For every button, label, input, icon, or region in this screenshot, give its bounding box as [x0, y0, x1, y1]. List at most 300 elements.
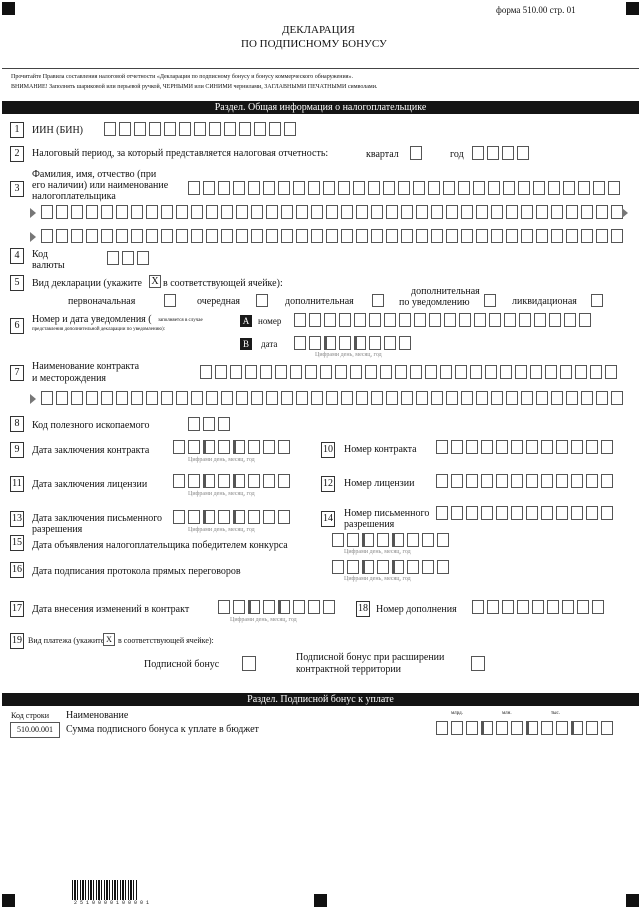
input-cell[interactable] [71, 229, 83, 243]
input-cell[interactable] [466, 506, 478, 520]
input-cell[interactable] [296, 229, 308, 243]
currency-cells[interactable] [107, 251, 152, 265]
input-cell[interactable] [436, 721, 448, 735]
input-cell[interactable] [459, 313, 471, 327]
input-cell[interactable] [503, 181, 515, 195]
input-cell[interactable] [530, 365, 542, 379]
input-cell[interactable] [526, 721, 538, 735]
input-cell[interactable] [221, 391, 233, 405]
input-cell[interactable] [413, 181, 425, 195]
input-cell[interactable] [401, 391, 413, 405]
input-cell[interactable] [564, 313, 576, 327]
input-cell[interactable] [577, 600, 589, 614]
input-cell[interactable] [605, 365, 617, 379]
input-cell[interactable] [491, 229, 503, 243]
input-cell[interactable] [437, 533, 449, 547]
input-cell[interactable] [335, 365, 347, 379]
input-cell[interactable] [474, 313, 486, 327]
input-cell[interactable] [263, 510, 275, 524]
input-cell[interactable] [521, 391, 533, 405]
input-cell[interactable] [41, 205, 53, 219]
input-cell[interactable] [251, 229, 263, 243]
input-cell[interactable] [436, 506, 448, 520]
input-cell[interactable] [263, 474, 275, 488]
input-cell[interactable] [511, 721, 523, 735]
input-cell[interactable] [293, 600, 305, 614]
input-cell[interactable] [422, 560, 434, 574]
input-cell[interactable] [347, 560, 359, 574]
input-cell[interactable] [362, 560, 374, 574]
input-cell[interactable] [496, 721, 508, 735]
input-cell[interactable] [496, 506, 508, 520]
input-cell[interactable] [541, 440, 553, 454]
input-cell[interactable] [407, 533, 419, 547]
input-cell[interactable] [526, 506, 538, 520]
input-cell[interactable] [534, 313, 546, 327]
input-cell[interactable] [353, 181, 365, 195]
input-cell[interactable] [341, 205, 353, 219]
input-cell[interactable] [206, 229, 218, 243]
input-cell[interactable] [496, 474, 508, 488]
input-cell[interactable] [571, 721, 583, 735]
input-cell[interactable] [218, 474, 230, 488]
input-cell[interactable] [386, 391, 398, 405]
input-cell[interactable] [380, 365, 392, 379]
input-cell[interactable] [458, 181, 470, 195]
input-cell[interactable] [278, 474, 290, 488]
input-cell[interactable] [263, 181, 275, 195]
contract-date-cells[interactable] [173, 440, 293, 454]
input-cell[interactable] [236, 205, 248, 219]
contract-number-cells[interactable] [436, 440, 616, 454]
input-cell[interactable] [392, 533, 404, 547]
input-cell[interactable] [308, 181, 320, 195]
input-cell[interactable] [326, 391, 338, 405]
input-cell[interactable] [339, 313, 351, 327]
input-cell[interactable] [416, 391, 428, 405]
input-cell[interactable] [191, 205, 203, 219]
input-cell[interactable] [481, 721, 493, 735]
input-cell[interactable] [470, 365, 482, 379]
input-cell[interactable] [308, 600, 320, 614]
option-initial-checkbox[interactable] [164, 294, 176, 307]
input-cell[interactable] [506, 391, 518, 405]
input-cell[interactable] [293, 181, 305, 195]
input-cell[interactable] [188, 474, 200, 488]
input-cell[interactable] [281, 229, 293, 243]
input-cell[interactable] [248, 474, 260, 488]
input-cell[interactable] [324, 313, 336, 327]
input-cell[interactable] [611, 229, 623, 243]
input-cell[interactable] [425, 365, 437, 379]
input-cell[interactable] [368, 181, 380, 195]
input-cell[interactable] [578, 181, 590, 195]
input-cell[interactable] [245, 365, 257, 379]
input-cell[interactable] [556, 721, 568, 735]
notice-number-cells[interactable] [294, 313, 594, 327]
input-cell[interactable] [350, 365, 362, 379]
input-cell[interactable] [176, 229, 188, 243]
input-cell[interactable] [369, 336, 381, 350]
input-cell[interactable] [517, 600, 529, 614]
input-cell[interactable] [487, 600, 499, 614]
input-cell[interactable] [518, 181, 530, 195]
input-cell[interactable] [541, 721, 553, 735]
tender-date-cells[interactable] [332, 533, 452, 547]
input-cell[interactable] [278, 440, 290, 454]
input-cell[interactable] [116, 229, 128, 243]
input-cell[interactable] [173, 474, 185, 488]
input-cell[interactable] [347, 533, 359, 547]
input-cell[interactable] [296, 391, 308, 405]
input-cell[interactable] [496, 440, 508, 454]
input-cell[interactable] [590, 365, 602, 379]
input-cell[interactable] [233, 440, 245, 454]
input-cell[interactable] [481, 506, 493, 520]
input-cell[interactable] [608, 181, 620, 195]
amendment-date-cells[interactable] [218, 600, 338, 614]
input-cell[interactable] [218, 510, 230, 524]
input-cell[interactable] [566, 391, 578, 405]
input-cell[interactable] [218, 600, 230, 614]
input-cell[interactable] [323, 600, 335, 614]
input-cell[interactable] [581, 391, 593, 405]
input-cell[interactable] [324, 336, 336, 350]
input-cell[interactable] [541, 474, 553, 488]
input-cell[interactable] [481, 474, 493, 488]
input-cell[interactable] [56, 229, 68, 243]
input-cell[interactable] [414, 313, 426, 327]
input-cell[interactable] [341, 391, 353, 405]
input-cell[interactable] [428, 181, 440, 195]
input-cell[interactable] [446, 229, 458, 243]
input-cell[interactable] [476, 229, 488, 243]
input-cell[interactable] [101, 391, 113, 405]
input-cell[interactable] [251, 391, 263, 405]
input-cell[interactable] [101, 229, 113, 243]
permit-date-cells[interactable] [173, 510, 293, 524]
input-cell[interactable] [489, 313, 501, 327]
input-cell[interactable] [146, 205, 158, 219]
input-cell[interactable] [532, 600, 544, 614]
input-cell[interactable] [371, 391, 383, 405]
option-signing-bonus-checkbox[interactable] [242, 656, 256, 671]
input-cell[interactable] [86, 229, 98, 243]
input-cell[interactable] [563, 181, 575, 195]
input-cell[interactable] [116, 391, 128, 405]
input-cell[interactable] [466, 440, 478, 454]
input-cell[interactable] [356, 205, 368, 219]
input-cell[interactable] [436, 440, 448, 454]
input-cell[interactable] [399, 313, 411, 327]
input-cell[interactable] [519, 313, 531, 327]
input-cell[interactable] [472, 600, 484, 614]
input-cell[interactable] [161, 205, 173, 219]
input-cell[interactable] [233, 181, 245, 195]
input-cell[interactable] [437, 560, 449, 574]
input-cell[interactable] [431, 391, 443, 405]
input-cell[interactable] [290, 365, 302, 379]
input-cell[interactable] [526, 440, 538, 454]
input-cell[interactable] [131, 229, 143, 243]
input-cell[interactable] [311, 205, 323, 219]
input-cell[interactable] [416, 205, 428, 219]
input-cell[interactable] [384, 313, 396, 327]
input-cell[interactable] [455, 365, 467, 379]
input-cell[interactable] [356, 391, 368, 405]
input-cell[interactable] [581, 205, 593, 219]
input-cell[interactable] [581, 229, 593, 243]
input-cell[interactable] [266, 205, 278, 219]
input-cell[interactable] [547, 600, 559, 614]
input-cell[interactable] [176, 205, 188, 219]
mineral-code-cells[interactable] [188, 417, 233, 431]
input-cell[interactable] [203, 510, 215, 524]
input-cell[interactable] [203, 181, 215, 195]
input-cell[interactable] [502, 600, 514, 614]
input-cell[interactable] [511, 506, 523, 520]
input-cell[interactable] [451, 440, 463, 454]
input-cell[interactable] [383, 181, 395, 195]
input-cell[interactable] [215, 365, 227, 379]
input-cell[interactable] [446, 391, 458, 405]
input-cell[interactable] [556, 440, 568, 454]
input-cell[interactable] [443, 181, 455, 195]
input-cell[interactable] [401, 205, 413, 219]
input-cell[interactable] [601, 721, 613, 735]
input-cell[interactable] [579, 313, 591, 327]
input-cell[interactable] [444, 313, 456, 327]
input-cell[interactable] [371, 229, 383, 243]
input-cell[interactable] [339, 336, 351, 350]
input-cell[interactable] [41, 229, 53, 243]
option-extension-checkbox[interactable] [471, 656, 485, 671]
input-cell[interactable] [451, 506, 463, 520]
input-cell[interactable] [294, 313, 306, 327]
input-cell[interactable] [461, 205, 473, 219]
input-cell[interactable] [278, 181, 290, 195]
input-cell[interactable] [451, 474, 463, 488]
input-cell[interactable] [278, 600, 290, 614]
input-cell[interactable] [377, 533, 389, 547]
input-cell[interactable] [566, 229, 578, 243]
input-cell[interactable] [188, 440, 200, 454]
input-cell[interactable] [305, 365, 317, 379]
input-cell[interactable] [593, 181, 605, 195]
input-cell[interactable] [596, 229, 608, 243]
input-cell[interactable] [461, 229, 473, 243]
input-cell[interactable] [515, 365, 527, 379]
input-cell[interactable] [401, 229, 413, 243]
input-cell[interactable] [236, 229, 248, 243]
input-cell[interactable] [504, 313, 516, 327]
input-cell[interactable] [398, 181, 410, 195]
input-cell[interactable] [203, 474, 215, 488]
name-cells-row2[interactable] [41, 205, 626, 219]
input-cell[interactable] [536, 391, 548, 405]
input-cell[interactable] [549, 313, 561, 327]
input-cell[interactable] [511, 474, 523, 488]
input-cell[interactable] [323, 181, 335, 195]
input-cell[interactable] [596, 391, 608, 405]
input-cell[interactable] [476, 391, 488, 405]
addendum-number-cells[interactable] [472, 600, 607, 614]
input-cell[interactable] [275, 365, 287, 379]
input-cell[interactable] [206, 205, 218, 219]
input-cell[interactable] [536, 205, 548, 219]
input-cell[interactable] [371, 205, 383, 219]
contract-name-cells-row1[interactable] [200, 365, 620, 379]
option-additional-checkbox[interactable] [372, 294, 384, 307]
input-cell[interactable] [263, 600, 275, 614]
input-cell[interactable] [296, 205, 308, 219]
input-cell[interactable] [266, 229, 278, 243]
input-cell[interactable] [200, 365, 212, 379]
notice-date-cells[interactable] [294, 336, 414, 350]
input-cell[interactable] [566, 205, 578, 219]
input-cell[interactable] [71, 205, 83, 219]
input-cell[interactable] [294, 336, 306, 350]
input-cell[interactable] [173, 510, 185, 524]
input-cell[interactable] [451, 721, 463, 735]
input-cell[interactable] [506, 205, 518, 219]
input-cell[interactable] [466, 474, 478, 488]
input-cell[interactable] [236, 391, 248, 405]
input-cell[interactable] [362, 533, 374, 547]
input-cell[interactable] [251, 205, 263, 219]
input-cell[interactable] [601, 440, 613, 454]
input-cell[interactable] [248, 600, 260, 614]
input-cell[interactable] [410, 365, 422, 379]
input-cell[interactable] [320, 365, 332, 379]
input-cell[interactable] [188, 510, 200, 524]
input-cell[interactable] [586, 474, 598, 488]
input-cell[interactable] [354, 313, 366, 327]
input-cell[interactable] [309, 313, 321, 327]
option-liquidation-checkbox[interactable] [591, 294, 603, 307]
input-cell[interactable] [41, 391, 53, 405]
input-cell[interactable] [233, 474, 245, 488]
input-cell[interactable] [101, 205, 113, 219]
input-cell[interactable] [131, 391, 143, 405]
input-cell[interactable] [326, 205, 338, 219]
input-cell[interactable] [395, 365, 407, 379]
input-cell[interactable] [431, 205, 443, 219]
input-cell[interactable] [332, 560, 344, 574]
input-cell[interactable] [500, 365, 512, 379]
input-cell[interactable] [491, 205, 503, 219]
input-cell[interactable] [266, 391, 278, 405]
input-cell[interactable] [369, 313, 381, 327]
input-cell[interactable] [386, 229, 398, 243]
input-cell[interactable] [311, 391, 323, 405]
input-cell[interactable] [146, 391, 158, 405]
year-cells[interactable] [472, 146, 532, 160]
input-cell[interactable] [206, 391, 218, 405]
input-cell[interactable] [521, 229, 533, 243]
name-cells-row3[interactable] [41, 229, 626, 243]
contract-name-cells-row2[interactable] [41, 391, 626, 405]
input-cell[interactable] [416, 229, 428, 243]
input-cell[interactable] [116, 205, 128, 219]
input-cell[interactable] [176, 391, 188, 405]
input-cell[interactable] [56, 391, 68, 405]
input-cell[interactable] [521, 205, 533, 219]
input-cell[interactable] [592, 600, 604, 614]
input-cell[interactable] [191, 229, 203, 243]
input-cell[interactable] [281, 391, 293, 405]
input-cell[interactable] [86, 205, 98, 219]
input-cell[interactable] [131, 205, 143, 219]
input-cell[interactable] [332, 533, 344, 547]
input-cell[interactable] [466, 721, 478, 735]
input-cell[interactable] [560, 365, 572, 379]
input-cell[interactable] [533, 181, 545, 195]
input-cell[interactable] [221, 229, 233, 243]
input-cell[interactable] [203, 440, 215, 454]
input-cell[interactable] [436, 474, 448, 488]
input-cell[interactable] [575, 365, 587, 379]
input-cell[interactable] [392, 560, 404, 574]
input-cell[interactable] [377, 560, 389, 574]
input-cell[interactable] [551, 229, 563, 243]
input-cell[interactable] [248, 181, 260, 195]
input-cell[interactable] [481, 440, 493, 454]
input-cell[interactable] [356, 229, 368, 243]
input-cell[interactable] [86, 391, 98, 405]
input-cell[interactable] [429, 313, 441, 327]
input-cell[interactable] [260, 365, 272, 379]
input-cell[interactable] [476, 205, 488, 219]
input-cell[interactable] [473, 181, 485, 195]
input-cell[interactable] [551, 205, 563, 219]
input-cell[interactable] [311, 229, 323, 243]
input-cell[interactable] [56, 205, 68, 219]
input-cell[interactable] [354, 336, 366, 350]
input-cell[interactable] [488, 181, 500, 195]
option-by-notice-checkbox[interactable] [484, 294, 496, 307]
bonus-amount-cells[interactable] [436, 721, 616, 735]
input-cell[interactable] [407, 560, 419, 574]
input-cell[interactable] [562, 600, 574, 614]
quarter-cell[interactable] [410, 146, 425, 160]
input-cell[interactable] [548, 181, 560, 195]
input-cell[interactable] [146, 229, 158, 243]
input-cell[interactable] [431, 229, 443, 243]
permit-number-cells[interactable] [436, 506, 616, 520]
input-cell[interactable] [338, 181, 350, 195]
input-cell[interactable] [536, 229, 548, 243]
input-cell[interactable] [422, 533, 434, 547]
license-number-cells[interactable] [436, 474, 616, 488]
input-cell[interactable] [399, 336, 411, 350]
input-cell[interactable] [556, 474, 568, 488]
input-cell[interactable] [248, 510, 260, 524]
input-cell[interactable] [556, 506, 568, 520]
input-cell[interactable] [173, 440, 185, 454]
input-cell[interactable] [596, 205, 608, 219]
input-cell[interactable] [545, 365, 557, 379]
license-date-cells[interactable] [173, 474, 293, 488]
input-cell[interactable] [586, 506, 598, 520]
input-cell[interactable] [571, 474, 583, 488]
input-cell[interactable] [341, 229, 353, 243]
input-cell[interactable] [384, 336, 396, 350]
input-cell[interactable] [571, 506, 583, 520]
input-cell[interactable] [601, 506, 613, 520]
input-cell[interactable] [365, 365, 377, 379]
input-cell[interactable] [230, 365, 242, 379]
